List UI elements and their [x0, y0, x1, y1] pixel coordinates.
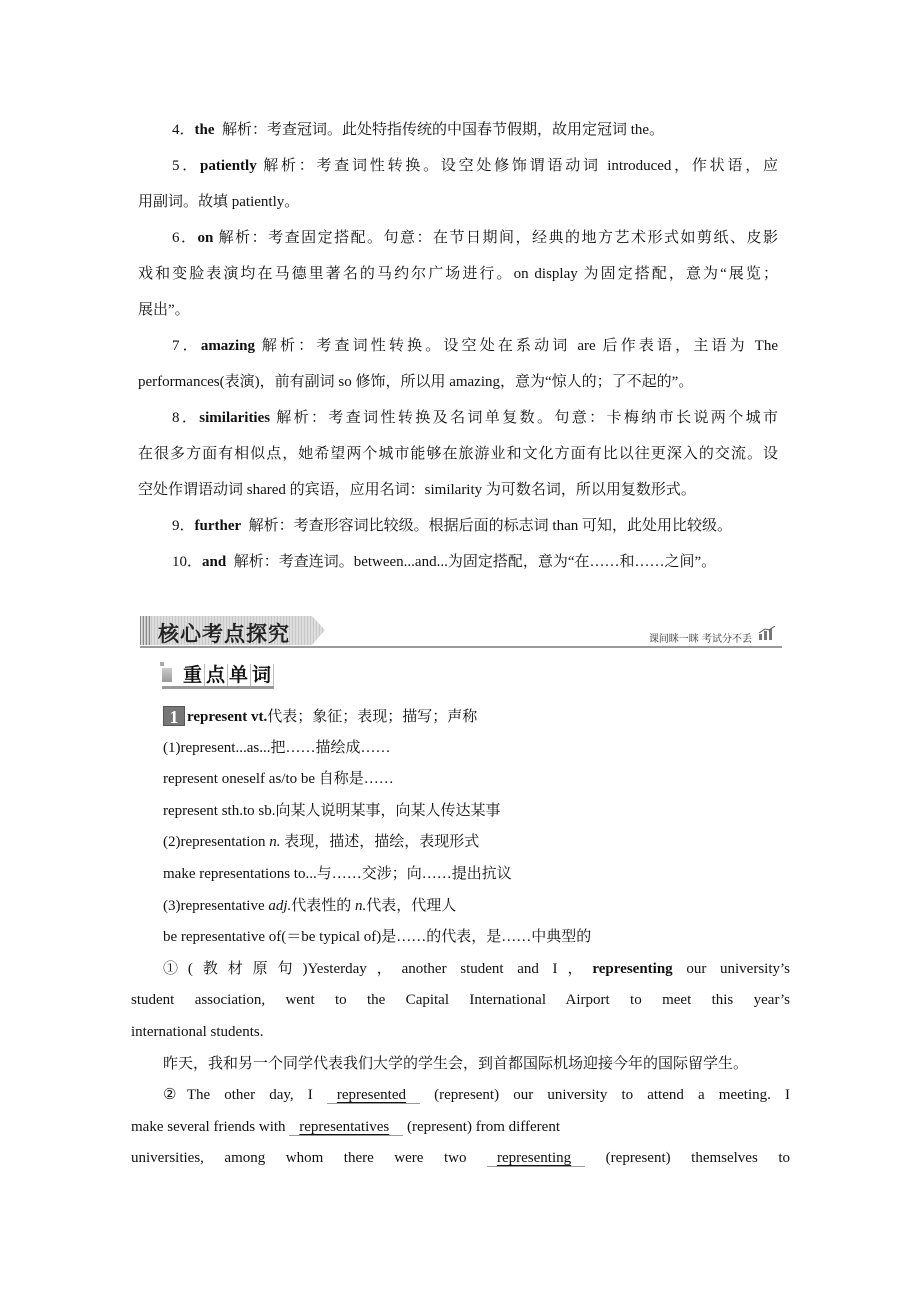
text-run: ①(教材原句)Yesterday，another student and I， — [163, 961, 593, 977]
text-run: represent sth.to sb.向某人说明某事，向某人传达某事 — [163, 803, 501, 819]
text-run: (2)representation — [163, 834, 270, 850]
text-run: 解析：考查形容词比较级。根据后面的标志词 than 可知，此处用比较级。 — [241, 518, 733, 534]
text-run: make several friends with — [131, 1119, 290, 1135]
text-run: 6． — [172, 230, 198, 246]
subsection-heading — [162, 660, 274, 689]
text-run: 10． — [172, 554, 203, 570]
vocab-line — [163, 832, 479, 852]
bold-term: and — [202, 554, 227, 570]
text-run: 解析：考查连词。between...and...为固定搭配，意为“在……和……之间”。 — [226, 554, 717, 570]
section-slogan: 课间眯一眯 考试分不丢 — [648, 634, 752, 645]
answer-line — [138, 444, 778, 464]
answer-line — [172, 516, 732, 536]
vocab-line — [163, 801, 500, 821]
section-banner — [140, 616, 782, 648]
text-run: 用副词。故填 patiently。 — [138, 194, 300, 210]
vocab-line — [163, 1054, 748, 1074]
text-run: 8． — [172, 410, 200, 426]
subtitle-char: 重 — [183, 664, 204, 686]
text-run: n. — [269, 834, 281, 850]
blank-answer — [289, 1119, 403, 1136]
subtitle-char: 单 — [229, 664, 250, 686]
answer-text: represented — [336, 1087, 407, 1103]
answer-text: representing — [497, 1150, 572, 1166]
bold-term: similarities — [199, 410, 271, 426]
text-run: 昨天，我和另一个同学代表我们大学的学生会，到首都国际机场迎接今年的国际留学生。 — [163, 1056, 749, 1072]
text-run: ②The other day, I — [163, 1087, 327, 1103]
text-run: represent oneself as/to be 自称是…… — [163, 771, 394, 787]
text-run: universities, among whom there were two — [131, 1150, 487, 1166]
subtitle-char: 点 — [206, 664, 227, 686]
bar-chart-icon — [758, 626, 776, 640]
text-run: 解析：考查固定搭配。句意：在节日期间，经典的地方艺术形式如剪纸、皮影 — [213, 230, 778, 246]
text-run: 9． — [172, 518, 195, 534]
vocab-line — [131, 990, 790, 1010]
text-run: 代表，代理人 — [366, 898, 457, 914]
text-run: 表现，描述，描绘，表现形式 — [280, 834, 480, 850]
bold-term: representing — [592, 961, 673, 977]
text-run: adj. — [268, 898, 292, 914]
text-run: 空处作谓语动词 shared 的宾语，应用名词：similarity 为可数名词，所以用复数形式。 — [138, 482, 696, 498]
text-run: (represent) themselves to — [585, 1150, 790, 1166]
text-run: be representative of(＝be typical of)是……的代表，是……中典型的 — [163, 929, 592, 945]
vocab-line — [163, 1085, 790, 1105]
text-run: (1)represent...as...把……描绘成…… — [163, 740, 391, 756]
text-run: 代表；象征；表现；描写；声称 — [267, 709, 478, 725]
text-run: 解析：考查词性转换。设空处在系动词 are 后作表语，主语为 The — [254, 338, 778, 354]
text-run: (represent) our university to attend a meeting. I — [420, 1087, 790, 1103]
text-run: 4． — [172, 122, 195, 138]
vocab-line — [163, 959, 790, 979]
bold-term: on — [197, 230, 214, 246]
blank-answer — [327, 1087, 420, 1104]
answer-line — [172, 336, 778, 356]
text-run: make representations to...与……交涉；向……提出抗议 — [163, 866, 512, 882]
text-run: our university’s — [672, 961, 790, 977]
vocab-line — [131, 1148, 790, 1168]
text-run: 展出”。 — [138, 302, 190, 318]
bold-term: patiently — [200, 158, 257, 174]
vocab-line — [163, 896, 456, 916]
answer-line — [172, 408, 778, 428]
answer-line — [172, 120, 664, 140]
text-run: 7． — [172, 338, 201, 354]
text-run: 5． — [172, 158, 201, 174]
bold-term: further — [194, 518, 242, 534]
section-title: 核心考点探究 — [158, 621, 290, 646]
answer-text: representatives — [299, 1119, 390, 1135]
answer-line — [172, 228, 778, 248]
vocab-line — [163, 864, 512, 884]
text-run: (represent) from different — [403, 1119, 560, 1135]
bold-term: represent vt. — [187, 709, 268, 725]
vocab-line — [131, 1117, 560, 1137]
answer-line — [138, 372, 693, 392]
text-run: 戏和变脸表演均在马德里著名的马约尔广场进行。on display 为固定搭配，意为“展览； — [138, 266, 778, 282]
text-run: (3)representative — [163, 898, 269, 914]
bold-term: amazing — [200, 338, 255, 354]
answer-line — [138, 480, 696, 500]
answer-line — [172, 552, 716, 572]
bold-term: the — [194, 122, 215, 138]
vocab-line — [163, 769, 394, 789]
text-run: 解析：考查冠词。此处特指传统的中国春节假期，故用定冠词 the。 — [214, 122, 665, 138]
text-run: 解析：考查词性转换及名词单复数。句意：卡梅纳市长说两个城市 — [270, 410, 778, 426]
text-run: performances(表演)，前有副词 so 修饰，所以用 amazing，意为“惊人的；了不起的”。 — [138, 374, 694, 390]
text-run: n. — [355, 898, 367, 914]
vocab-line — [163, 706, 477, 726]
vocab-line — [163, 738, 390, 758]
text-run: student association, went to the Capital International Airport to meet this year’s — [131, 992, 790, 1008]
subtitle-char: 词 — [252, 664, 273, 686]
text-run: 解析：考查词性转换。设空处修饰谓语动词 introduced，作状语，应 — [256, 158, 778, 174]
vocab-line — [163, 927, 591, 947]
blank-answer — [487, 1150, 585, 1167]
text-run: international students. — [131, 1024, 264, 1040]
answer-line — [172, 156, 778, 176]
text-run: 代表性的 — [291, 898, 356, 914]
vocab-line — [131, 1022, 263, 1042]
answer-line — [138, 192, 299, 212]
text-run: 在很多方面有相似点，她希望两个城市能够在旅游业和文化方面有比以往更深入的交流。设 — [138, 446, 778, 462]
item-number-badge: 1 — [163, 706, 185, 726]
answer-line — [138, 264, 778, 284]
subsection-title — [182, 664, 274, 686]
answer-line — [138, 300, 190, 320]
banner-stripes — [140, 616, 152, 645]
heading-bullet-icon — [162, 668, 172, 682]
